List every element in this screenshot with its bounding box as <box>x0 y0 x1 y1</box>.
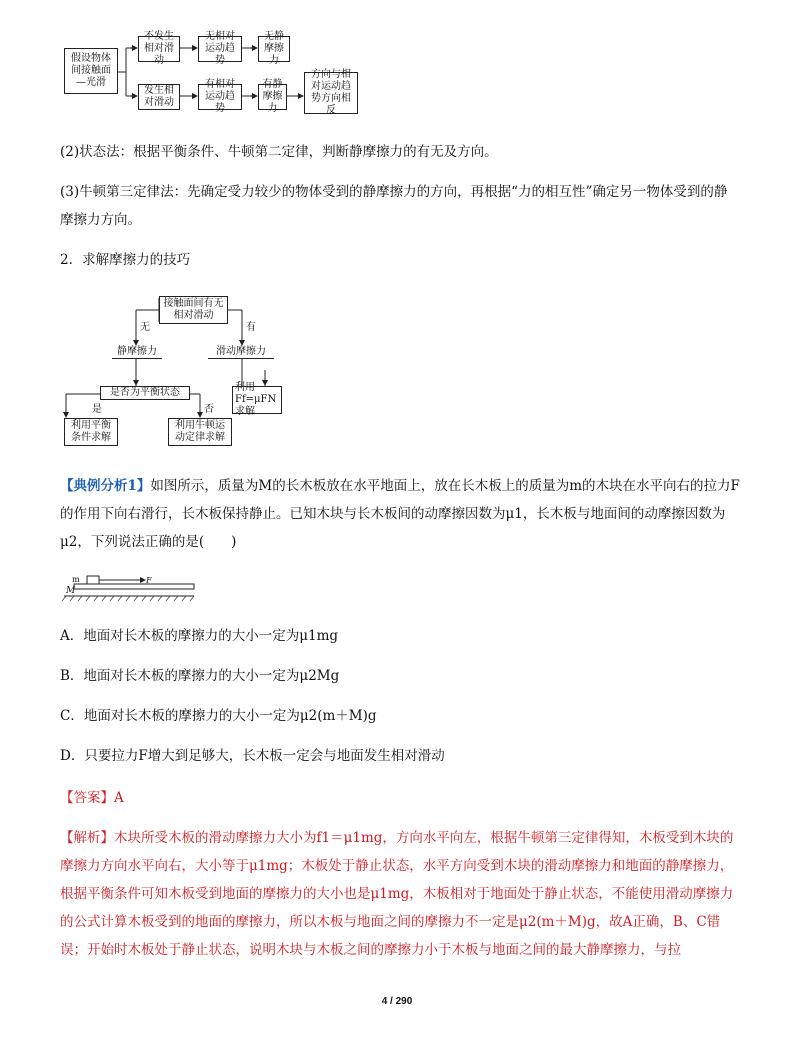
fc1-no-friction-box: 无静摩擦力 <box>258 36 290 62</box>
analysis-tag: 【解析】 <box>60 830 114 846</box>
fc1-direction-box: 方向与相对运动趋势方向相反 <box>304 72 358 114</box>
answer-line <box>60 784 740 812</box>
fc2-static-friction-box: 静摩擦力 <box>112 346 162 359</box>
fc2-no-label: 无 <box>140 322 150 333</box>
fc1-root-box: 假设物体间接触面—光滑 <box>64 48 118 94</box>
analysis-text: 木块所受木板的滑动摩擦力大小为f1＝μ1mg，方向水平向左，根据牛顿第三定律得知，木板受到木块的摩擦力方向水平向右，大小等于μ1mg；木板处于静止状态，水平方向受到木块的滑动摩擦力和地面的静摩擦力，根据平衡条件可知木板受到地面的摩擦力的大小也是μ1mg，木板相对于地面处于静止状态，不能使用滑动摩擦力的公式计算木板受到的地面的摩擦力，所以木板与地面之间的摩擦力不一定是μ2(m＋M)g，故A正确，B、C错误；开始时木板处于静止状态，说明木块与木板之间的摩擦力小于木板与地面之间的最大静摩擦力，与拉 <box>60 830 734 958</box>
fc1-no-tendency-box: 无相对运动趋势 <box>198 36 242 62</box>
analysis-block <box>60 824 740 964</box>
option-a: A．地面对长木板的摩擦力的大小一定为μ1mg <box>60 628 339 644</box>
section-title-techniques: 2．求解摩擦力的技巧 <box>60 252 191 268</box>
option-b: B．地面对长木板的摩擦力的大小一定为μ2Mg <box>60 668 340 684</box>
force-F-label: F <box>146 576 152 585</box>
fc1-tendency-box: 有相对运动趋势 <box>198 84 242 110</box>
block-m-label: m <box>72 575 80 584</box>
fc2-shi-label: 是 <box>92 404 102 415</box>
example-tag: 【典例分析1】 <box>60 478 151 494</box>
answer-tag: 【答案】 <box>60 790 114 806</box>
fc2-balance-question-box: 是否为平衡状态 <box>100 386 190 400</box>
fc2-newton-solve-box: 利用牛顿运动定律求解 <box>168 418 232 446</box>
fc2-formula-box: 利用Ff=μFN求解 <box>232 386 282 414</box>
fc2-relative-sliding-box: 接触面间有无相对滑动 <box>159 296 228 324</box>
fc2-balance-solve-box: 利用平衡条件求解 <box>64 418 118 446</box>
fc2-fou-label: 否 <box>204 404 214 415</box>
method-state: (2)状态法：根据平衡条件、牛顿第二定律，判断静摩擦力的有无及方向。 <box>60 144 498 160</box>
fc1-sliding-box: 发生相对滑动 <box>138 84 180 110</box>
board-M-label: M <box>66 586 76 596</box>
fc2-sliding-friction-box: 滑动摩擦力 <box>208 346 274 359</box>
option-d: D．只要拉力F增大到足够大，长木板一定会与地面发生相对滑动 <box>60 748 445 764</box>
fc1-has-friction-box: 有静摩擦力 <box>258 84 287 110</box>
answer-value: A <box>114 790 124 806</box>
fc1-no-sliding-box: 不发生相对滑动 <box>138 36 180 62</box>
option-c: C．地面对长木板的摩擦力的大小一定为μ2(m＋M)g <box>60 708 377 724</box>
fc2-yes-label: 有 <box>246 322 256 333</box>
method-newton-third: (3)牛顿第三定律法：先确定受力较少的物体受到的静摩擦力的方向，再根据“力的相互性”确定另一物体受到的静摩擦力方向。 <box>60 184 728 228</box>
page-number: 4 / 290 <box>381 996 413 1007</box>
example-text: 如图所示，质量为M的长木板放在水平地面上，放在长木板上的质量为m的木块在水平向右的拉力F的作用下向右滑行，长木板保持静止。已知木块与长木板间的动摩擦因数为μ1，长木板与地面间的动摩擦因数为μ2，下列说法正确的是( ) <box>60 478 740 550</box>
